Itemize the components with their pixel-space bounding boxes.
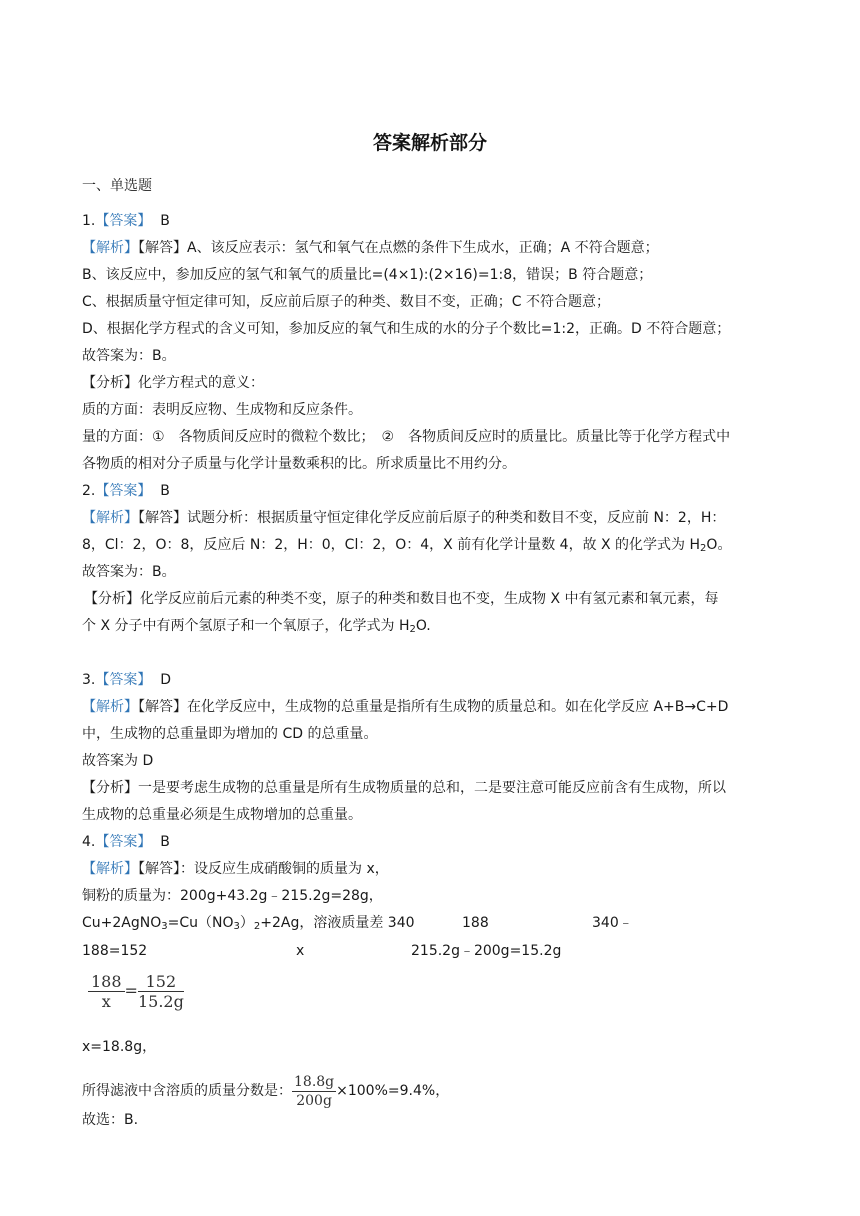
subscript: 3 bbox=[161, 921, 168, 932]
answer-tag: 【答案】 bbox=[95, 483, 152, 499]
q2-text-1: 试题分析：根据质量守恒定律化学反应前后原子的种类和数目不变，反应前 N：2，H： bbox=[187, 510, 726, 526]
subscript: 2 bbox=[409, 624, 416, 635]
q4-text-4x: x bbox=[296, 943, 305, 959]
q2-answer: B bbox=[160, 483, 170, 499]
fraction bbox=[292, 1073, 336, 1110]
q3-analysis-line bbox=[82, 778, 726, 798]
eq-part: Cu+2AgNO bbox=[82, 915, 162, 931]
numerator: 152 bbox=[138, 972, 184, 992]
answer-tag: 【答案】 bbox=[95, 213, 152, 229]
q2-analysis-line bbox=[84, 589, 719, 609]
q1-number: 1. bbox=[82, 213, 96, 229]
q1-analysis-4: 各物质的相对分子质量与化学计量数乘积的比。所求质量比不用约分。 bbox=[82, 456, 516, 472]
solution-tag: 【解答】 bbox=[138, 699, 187, 715]
q1-text-5: 故答案为：B。 bbox=[82, 348, 176, 364]
equals-sign: = bbox=[124, 981, 138, 1000]
solution-tag: 【解答】 bbox=[138, 510, 187, 526]
q4-text-5: x=18.8g， bbox=[82, 1039, 157, 1055]
denominator: 200g bbox=[296, 1092, 332, 1109]
q1-text-3: C、根据质量守恒定律可知，反应前后原子的种类、数目不变，正确；C 不符合题意； bbox=[82, 294, 610, 310]
q3-number: 3. bbox=[82, 672, 96, 688]
numerator: 18.8g bbox=[294, 1073, 335, 1090]
eq-part: +2Ag，溶液质量差 340 bbox=[260, 915, 415, 931]
q4-value-188: 188 bbox=[462, 915, 489, 931]
q1-text-2: B、该反应中，参加反应的氢气和氧气的质量比=(4×1):(2×16)=1:8，错误；B 符合题意； bbox=[82, 267, 653, 283]
q4-text-1: ：设反应生成硝酸铜的质量为 x， bbox=[180, 861, 389, 877]
analysis-tag: 【解析】 bbox=[82, 699, 138, 715]
solution-tag: 【解答】 bbox=[138, 861, 180, 877]
page-title: 答案解析部分 bbox=[372, 132, 487, 154]
q1-analysis-3: 量的方面：① 各物质间反应时的微粒个数比； ② 各物质间反应时的质量比。质量比等于化学方程式中 bbox=[82, 429, 731, 445]
q4-equation-line bbox=[82, 913, 415, 937]
fraction-left bbox=[88, 972, 125, 1011]
q2-number: 2. bbox=[82, 483, 96, 499]
fraction-right bbox=[138, 972, 184, 1011]
q2-text-2b: O。 bbox=[706, 537, 732, 553]
analysis-tag: 【解析】 bbox=[82, 861, 138, 877]
analyze-tag: 【分析】 bbox=[82, 375, 138, 391]
q4-answer: B bbox=[160, 834, 170, 850]
subscript: 2 bbox=[253, 921, 261, 932]
eq-part: ） bbox=[239, 915, 254, 931]
q2-answer-line bbox=[82, 481, 170, 501]
q4-text-6 bbox=[82, 1072, 449, 1110]
answer-tag: 【答案】 bbox=[95, 834, 152, 850]
q3-text-2: 中，生成物的总重量即为增加的 CD 的总重量。 bbox=[82, 726, 378, 742]
q1-solution-line bbox=[82, 238, 659, 258]
subscript: 2 bbox=[700, 543, 707, 554]
numerator: 188 bbox=[88, 972, 125, 992]
q4-text-6b: ×100%=9.4%， bbox=[336, 1083, 450, 1099]
q3-text-1: 在化学反应中，生成物的总重量是指所有生成物的质量总和。如在化学反应 A+B→C+D bbox=[187, 699, 729, 715]
q2-analysis-2 bbox=[82, 616, 431, 640]
q4-answer-line bbox=[82, 832, 170, 852]
q3-answer: D bbox=[160, 672, 172, 688]
q2-analysis-2b: O. bbox=[415, 618, 431, 634]
q1-analysis-line bbox=[82, 373, 264, 393]
section-heading: 一、单选题 bbox=[82, 178, 152, 194]
q3-analysis-1: 一是要考虑生成物的总重量是所有生成物质量的总和，二是要注意可能反应前含有生成物，所以 bbox=[138, 780, 726, 796]
q4-number: 4. bbox=[82, 834, 96, 850]
analyze-tag: 【分析】 bbox=[82, 780, 138, 796]
q4-text-7: 故选：B. bbox=[82, 1112, 139, 1128]
q4-text-4v: 215.2g﹣200g=15.2g bbox=[411, 943, 562, 959]
solution-tag: 【解答】 bbox=[138, 240, 187, 256]
answer-tag: 【答案】 bbox=[95, 672, 152, 688]
q4-solution-line bbox=[82, 859, 389, 879]
analyze-tag: 【分析】 bbox=[84, 591, 140, 607]
q1-text-1: A、该反应表示：氢气和氧气在点燃的条件下生成水，正确；A 不符合题意； bbox=[187, 240, 659, 256]
denominator: 15.2g bbox=[137, 992, 184, 1011]
analysis-tag: 【解析】 bbox=[82, 240, 138, 256]
q4-text-4a: 188=152 bbox=[82, 943, 148, 959]
q3-analysis-2: 生成物的总重量必须是生成物增加的总重量。 bbox=[82, 807, 362, 823]
q2-text-3: 故答案为：B。 bbox=[82, 564, 176, 580]
q2-solution-line bbox=[82, 508, 725, 528]
q2-text-2 bbox=[82, 535, 731, 559]
q2-analysis-2a: 个 X 分子中有两个氢原子和一个氧原子，化学式为 H bbox=[82, 618, 410, 634]
proportion-formula bbox=[88, 972, 184, 1011]
q1-text-4: D、根据化学方程式的含义可知，参加反应的氧气和生成的水的分子个数比=1:2，正确。D 不符合题意； bbox=[82, 321, 731, 337]
q4-text-6a: 所得滤液中含溶质的质量分数是： bbox=[82, 1083, 292, 1099]
q4-value-340: 340﹣ bbox=[592, 915, 633, 931]
q2-text-2a: 8，Cl：2，O：8，反应后 N：2，H：0，Cl：2，O：4，X 前有化学计量数 4，故 X 的化学式为 H bbox=[82, 537, 701, 553]
denominator: x bbox=[101, 992, 111, 1011]
q1-analysis-1: 化学方程式的意义： bbox=[138, 375, 264, 391]
q2-analysis-1: 化学反应前后元素的种类不变，原子的种类和数目也不变，生成物 X 中有氢元素和氧元素，每 bbox=[140, 591, 719, 607]
analysis-tag: 【解析】 bbox=[82, 510, 138, 526]
q3-solution-line bbox=[82, 697, 728, 717]
q1-analysis-2: 质的方面：表明反应物、生成物和反应条件。 bbox=[82, 402, 362, 418]
q3-text-3: 故答案为 D bbox=[82, 753, 154, 769]
eq-part: =Cu（NO bbox=[167, 915, 234, 931]
q3-answer-line bbox=[82, 670, 171, 690]
subscript: 3 bbox=[233, 921, 240, 932]
q4-text-2: 铜粉的质量为：200g+43.2g﹣215.2g=28g， bbox=[82, 888, 383, 904]
q1-answer-line bbox=[82, 211, 170, 231]
q1-answer: B bbox=[160, 213, 170, 229]
